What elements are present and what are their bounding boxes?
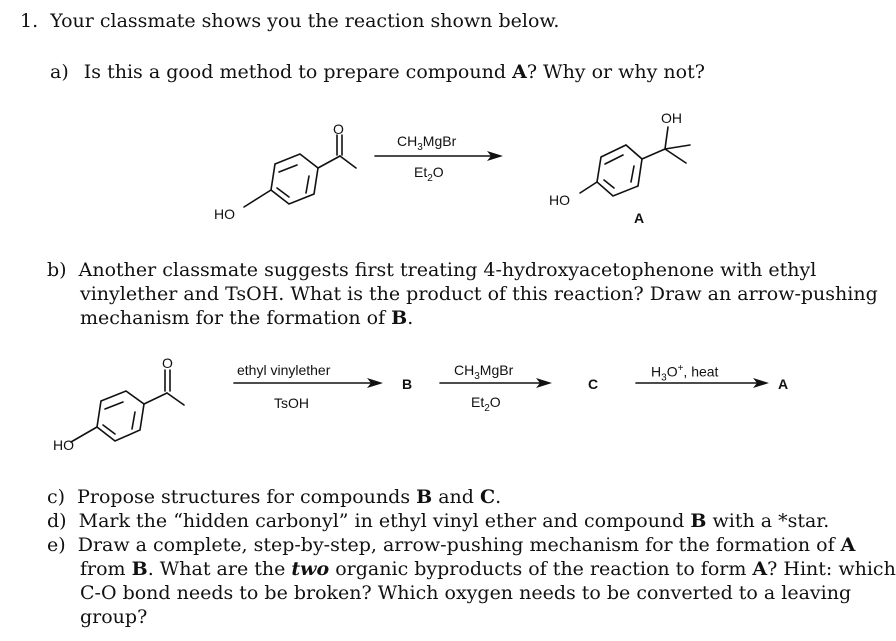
question-number: 1. — [20, 10, 39, 32]
part-e-end: ? Hint: which — [767, 558, 896, 580]
scheme1-reactant-structure — [244, 135, 356, 207]
part-e-two: two — [291, 558, 330, 580]
part-e-a: A — [840, 534, 856, 556]
part-b-line3-end: . — [407, 307, 414, 329]
scheme1-reactant-carbonyl-o: O — [333, 121, 344, 137]
part-b-line3-text: mechanism for the formation of — [80, 307, 392, 329]
question-stem-text: Your classmate shows you the reaction shown below. — [50, 10, 560, 32]
compound-b-ref: B — [391, 307, 408, 329]
compound-a-ref: A — [512, 61, 527, 83]
part-e-after: organic byproducts of the reaction to form — [329, 558, 753, 580]
scheme2-reactant-ho: HO — [53, 437, 74, 453]
scheme2-step1-top: ethyl vinylether — [237, 362, 331, 378]
part-d-text: Mark the “hidden carbonyl” in ethyl vinyl ether and compound — [78, 510, 691, 532]
part-b-line2: vinylether and TsOH. What is the product of this reaction? Draw an arrow-pushing — [80, 283, 878, 305]
part-c-c: C — [479, 486, 496, 508]
scheme2-intermediate-b: B — [402, 376, 413, 392]
scheme2-intermediate-c: C — [588, 376, 599, 392]
part-e-b: B — [131, 558, 148, 580]
scheme1-product-structure — [580, 127, 690, 196]
part-a-letter: a) — [50, 61, 69, 83]
scheme1-product-oh: OH — [661, 110, 682, 126]
scheme2-step3-top: $H_3O^+$, heat — [651, 363, 719, 384]
scheme1-reagent-top: $CH_3MgBr$ — [397, 133, 457, 153]
part-e-line3: C-O bond needs to be broken? Which oxygen needs to be converted to a leaving — [80, 582, 852, 604]
scheme2-step1-bottom: TsOH — [274, 395, 309, 411]
part-a-text: Is this a good method to prepare compound — [83, 61, 513, 83]
part-e-from: from — [80, 558, 132, 580]
part-b-letter: b) — [47, 259, 67, 281]
scheme2-reactant-structure — [71, 370, 184, 442]
part-e-a2: A — [752, 558, 768, 580]
scheme1-reactant-ho: HO — [214, 206, 235, 222]
scheme2-reactant-carbonyl-o: O — [162, 355, 173, 371]
scheme2-step2-bottom: $Et_2O$ — [471, 394, 501, 414]
part-d-end: with a *star. — [706, 510, 830, 532]
scheme2-product-a: A — [778, 376, 789, 392]
part-e-line4: group? — [80, 606, 148, 628]
part-b-line1: Another classmate suggests first treating 4-hydroxyacetophenone with ethyl — [78, 259, 817, 281]
part-e-letter: e) — [47, 534, 66, 556]
part-c-b: B — [416, 486, 433, 508]
part-c-letter: c) — [47, 486, 66, 508]
scheme1-reagent-bottom: $Et_2O$ — [414, 164, 444, 184]
part-a-text-end: ? Why or why not? — [526, 61, 705, 83]
part-d-b: B — [690, 510, 707, 532]
part-d-letter: d) — [47, 510, 67, 532]
part-e-mid: . What are the — [147, 558, 292, 580]
scheme1-product-ho: HO — [549, 192, 570, 208]
part-c-and: and — [432, 486, 480, 508]
part-c-end: . — [495, 486, 502, 508]
scheme1-product-label: A — [634, 210, 645, 226]
part-e-line1: Draw a complete, step-by-step, arrow-pushing mechanism for the formation of — [77, 534, 841, 556]
scheme2-step2-top: $CH_3MgBr$ — [454, 362, 514, 382]
part-c-text: Propose structures for compounds — [77, 486, 417, 508]
